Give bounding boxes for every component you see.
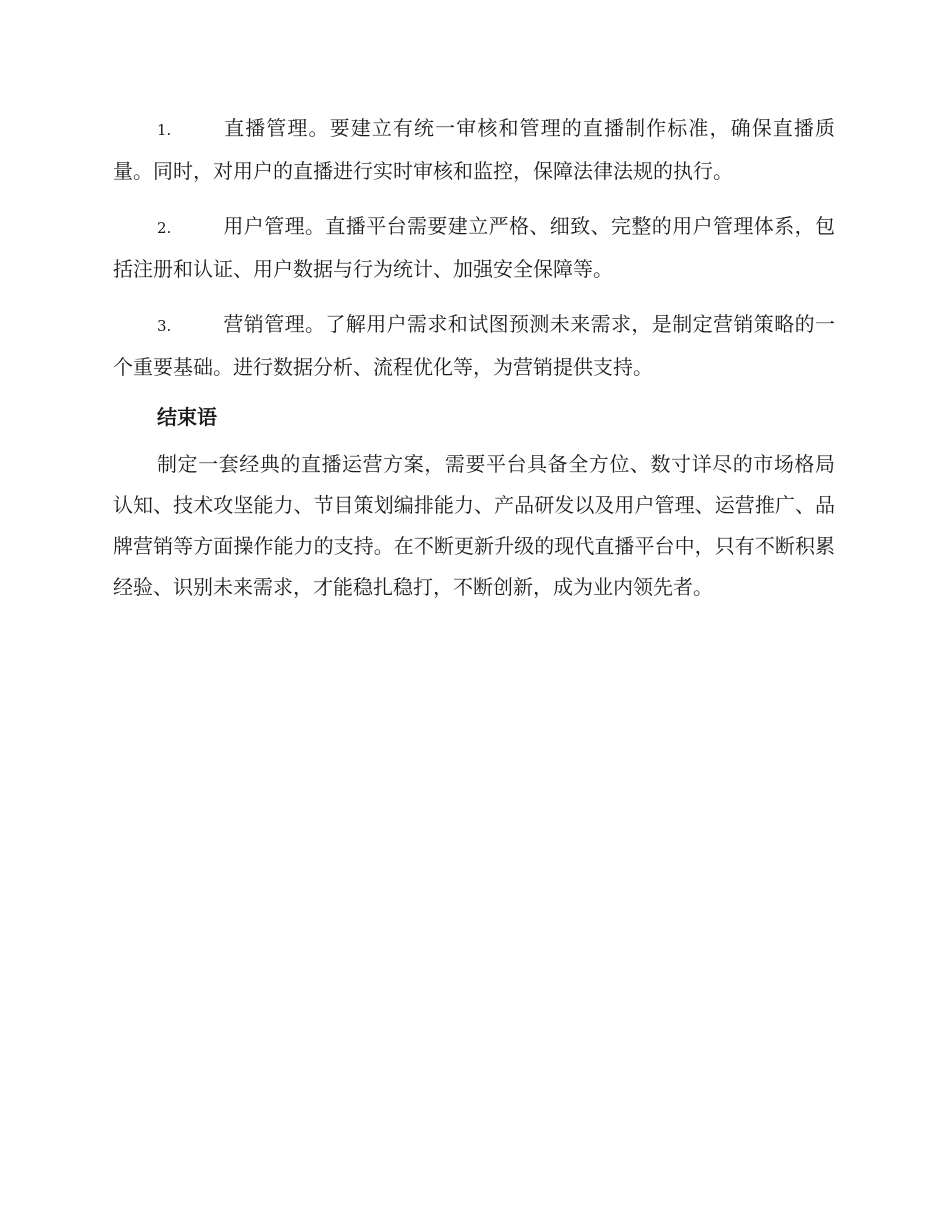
document-content [113,108,835,608]
list-item-text: 直播管理。要建立有统一审核和管理的直播制作标准，确保直播质量。同时，对用户的直播进行实时审核和监控，保障法律法规的执行。 [113,116,835,183]
list-item-text: 营销管理。了解用户需求和试图预测未来需求，是制定营销策略的一个重要基础。进行数据分析、流程优化等，为营销提供支持。 [113,312,835,379]
section-heading: 结束语 [157,405,217,429]
list-item-2 [113,206,835,290]
list-item-3 [113,304,835,388]
list-number: 2. [157,219,172,237]
list-number: 3. [157,317,172,335]
list-number: 1. [157,121,172,139]
list-item-text: 用户管理。直播平台需要建立严格、细致、完整的用户管理体系，包括注册和认证、用户数据与行为统计、加强安全保障等。 [113,214,835,281]
conclusion-paragraph: 制定一套经典的直播运营方案，需要平台具备全方位、数寸详尽的市场格局认知、技术攻坚能力、节目策划编排能力、产品研发以及用户管理、运营推广、品牌营销等方面操作能力的支持。在不断更新升级的现代直播平台中，只有不断积累经验、识别未来需求，才能稳扎稳打，不断创新，成为业内领先者。 [113,452,835,599]
list-item-1 [113,108,835,192]
